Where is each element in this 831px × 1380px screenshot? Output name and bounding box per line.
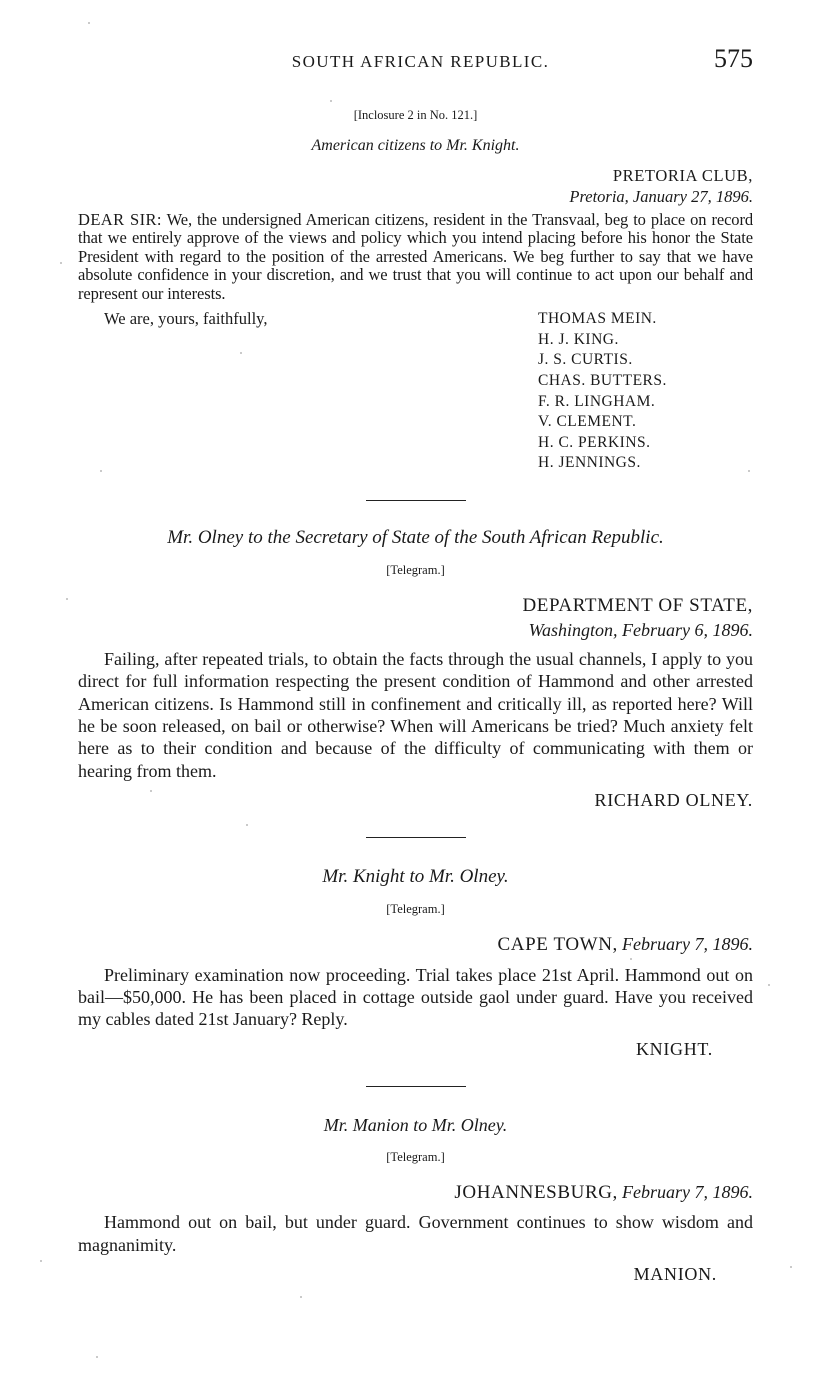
signature-item: CHAS. BUTTERS. (538, 372, 667, 390)
dateline-date: February 7, 1896. (622, 934, 753, 955)
inclosure-label: [Inclosure 2 in No. 121.] (353, 108, 478, 122)
telegram-body: Failing, after repeated trials, to obtain the facts through the usual channels, I apply to you direct for full information respecting the present condition of Hammond and other arrested American citizens. Is Hammond still in confinement and critically ill, as reported here? Will he be soon released, on bail or otherwise? When will Americans be tried? Much anxiety felt here as to their condition and because of the difficulty of communicating with them or hearing from them. (78, 649, 753, 781)
section-divider (366, 500, 466, 501)
dateline-date: February 7, 1896. (622, 1181, 753, 1202)
document-caption: Mr. Manion to Mr. Olney. (323, 1114, 508, 1135)
telegram-label: [Telegram.] (386, 902, 445, 917)
scan-speck (330, 100, 332, 102)
document-manion-to-olney (78, 1115, 753, 1285)
scan-speck (748, 470, 750, 472)
telegram-label: [Telegram.] (386, 1149, 445, 1164)
dateline-place: JOHANNESBURG, (454, 1181, 618, 1203)
scan-speck (66, 598, 68, 600)
telegram-body: Hammond out on bail, but under guard. Government continues to show wisdom and magnanimity. (78, 1212, 753, 1255)
dateline-date: Pretoria, January 27, 1896. (569, 187, 753, 207)
salutation: DEAR SIR: (78, 209, 162, 229)
scan-speck (246, 824, 248, 826)
scan-speck (240, 352, 242, 354)
scan-speck (100, 470, 102, 472)
letter-body (78, 211, 753, 303)
signature-item: H. C. PERKINS. (538, 433, 651, 451)
document-caption: Mr. Knight to Mr. Olney. (322, 866, 509, 888)
signature-item: J. S. CURTIS. (538, 351, 633, 369)
closing-row (78, 309, 753, 474)
dateline (78, 933, 753, 958)
telegram-label: [Telegram.] (386, 563, 445, 578)
document-inclosure-2 (78, 108, 753, 474)
dateline-place: CAPE TOWN, (497, 934, 618, 956)
scan-speck (300, 1296, 302, 1298)
scan-speck (96, 1356, 98, 1358)
dateline-date: Washington, February 6, 1896. (528, 619, 753, 640)
dateline-place: DEPARTMENT OF STATE, (522, 595, 753, 617)
dateline (78, 1181, 753, 1206)
dateline-place: PRETORIA CLUB, (612, 166, 753, 185)
document-knight-to-olney (78, 866, 753, 1060)
signature: KNIGHT. (635, 1038, 713, 1059)
signature-item: THOMAS MEIN. (538, 310, 657, 328)
running-head-title: SOUTH AFRICAN REPUBLIC. (291, 52, 550, 71)
scan-speck (150, 790, 152, 792)
document-caption: American citizens to Mr. Knight. (311, 137, 520, 154)
signature: MANION. (633, 1263, 717, 1284)
section-divider (366, 837, 466, 838)
signature: RICHARD OLNEY. (594, 790, 753, 811)
signature-item: V. CLEMENT. (538, 413, 637, 431)
dateline (78, 594, 753, 642)
document-caption: Mr. Olney to the Secretary of State of the South African Republic. (167, 527, 664, 549)
document-olney-to-secretary (78, 527, 753, 811)
scan-speck (768, 984, 770, 986)
signature-item: H. JENNINGS. (538, 454, 641, 472)
running-head (78, 44, 753, 92)
dateline (78, 165, 753, 208)
section-divider (366, 1086, 466, 1087)
scan-speck (60, 262, 62, 264)
page-number: 575 (714, 44, 753, 73)
scan-speck (40, 1260, 42, 1262)
closing-text: We are, yours, faithfully, (104, 309, 268, 329)
signature-list (538, 309, 753, 474)
signature-item: H. J. KING. (538, 330, 619, 348)
signature-item: F. R. LINGHAM. (538, 392, 656, 410)
letter-body-text: We, the undersigned American citizens, resident in the Transvaal, beg to place on record that we entirely approve of the views and policy which you intend placing before his honor the State President with regard to the position of the arrested Americans. We beg further to say that we have absolute confidence in your discretion, and we trust that you will continue to act upon our behalf and represent our interests. (78, 209, 753, 303)
scan-speck (88, 22, 90, 24)
telegram-body: Preliminary examination now proceeding. Trial takes place 21st April. Hammond out on bail—$50,000. He has been placed in cottage outside gaol under guard. Have you received my cables dated 21st January? Reply. (78, 964, 753, 1030)
scan-speck (630, 958, 632, 960)
scan-speck (790, 1266, 792, 1268)
